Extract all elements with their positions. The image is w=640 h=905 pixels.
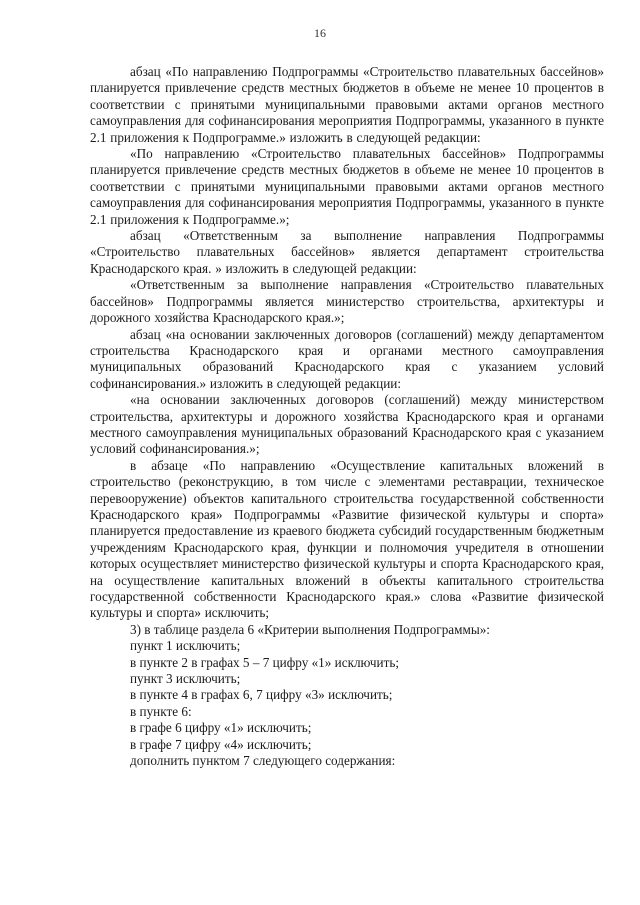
list-item: в пункте 4 в графах 6, 7 цифру «3» исключить; <box>130 687 393 703</box>
paragraph: «Ответственным за выполнение направления «Строительство плавательных бассейнов» Подпрограммы является министерство строительства, архитектуры и дорожного хозяйства Краснодарского края.»; <box>90 277 604 326</box>
paragraph: абзац «По направлению Подпрограммы «Строительство плавательных бассейнов» планируется привлечение средств местных бюджетов в объеме не менее 10 процентов в соответствии с принятыми муниципальными правовыми актами органов местного самоуправления для софинансирования мероприятия Подпрограммы, указанного в пункте 2.1 приложения к Подпрограмме.» изложить в следующей редакции: <box>90 64 604 145</box>
list-item: дополнить пунктом 7 следующего содержания: <box>130 753 396 769</box>
list-item: в пункте 2 в графах 5 – 7 цифру «1» исключить; <box>130 654 400 670</box>
list-item: в графе 7 цифру «4» исключить; <box>130 736 312 752</box>
paragraph: абзац «Ответственным за выполнение направления Подпрограммы «Строительство плавательных бассейнов» является департамент строительства Краснодарского края. » изложить в следующей редакции: <box>90 228 604 276</box>
page-number: 16 <box>314 26 326 40</box>
paragraph: «на основании заключенных договоров (соглашений) между министерством строительства, архитектуры и дорожного хозяйства Краснодарского края и органами местного самоуправления муниципальных образований Краснодарского края с указанием условий софинансирования.»; <box>90 392 604 457</box>
document-body <box>90 64 604 769</box>
list-item: пункт 3 исключить; <box>130 671 241 687</box>
paragraph: в абзаце «По направлению «Осуществление капитальных вложений в строительство (реконструкцию, в том числе с элементами реставрации, техническое перевооружение) объектов капитального строительства государственной собственности Краснодарского края» Подпрограммы «Развитие физической культуры и спорта» планируется предоставление из краевого бюджета субсидий государственным бюджетным учреждениям Краснодарского края, функции и полномочия учредителя в отношении которых осуществляет министерство физической культуры и спорта Краснодарского края, на осуществление капитальных вложений в объекты капитального строительства государственной собственности Краснодарского края.» слова «Развитие физической культуры и спорта» исключить; <box>90 457 604 621</box>
list-item: пункт 1 исключить; <box>130 638 241 654</box>
list-item: в графе 6 цифру «1» исключить; <box>130 720 312 736</box>
paragraph: абзац «на основании заключенных договоров (соглашений) между департаментом строительства Краснодарского края и органами местного самоуправления муниципальных образований Краснодарского края с указанием условий софинансирования.» изложить в следующей редакции: <box>90 326 604 391</box>
list-item: 3) в таблице раздела 6 «Критерии выполнения Подпрограммы»: <box>130 621 490 637</box>
paragraph: «По направлению «Строительство плавательных бассейнов» Подпрограммы планируется привлечение средств местных бюджетов в объеме не менее 10 процентов в соответствии с принятыми муниципальными правовыми актами органов местного самоуправления для софинансирования мероприятия Подпрограммы, указанного в пункте 2.1 приложения к Подпрограмме.»; <box>90 146 604 227</box>
list-item: в пункте 6: <box>130 703 192 719</box>
